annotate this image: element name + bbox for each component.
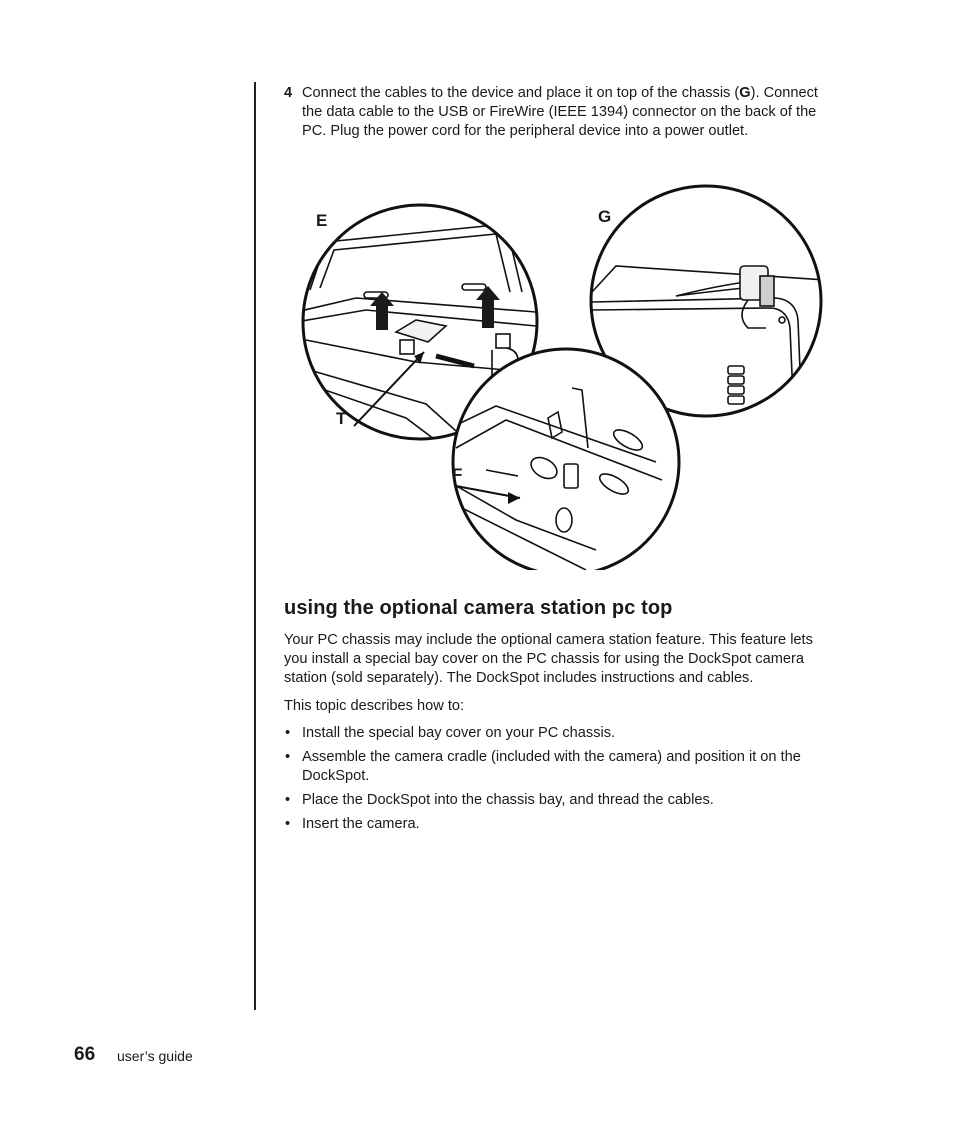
list-item: • Place the DockSpot into the chassis bay, and thread the cables.: [285, 792, 714, 808]
step-bold-ref: G: [739, 85, 751, 101]
installation-illustration: [296, 180, 826, 570]
step-number: 4: [284, 85, 293, 101]
callout-g: G: [598, 207, 612, 226]
task-list: [284, 724, 836, 839]
callout-t: T: [336, 409, 347, 428]
step-4: [284, 84, 824, 142]
callout-e: E: [316, 211, 328, 230]
bullet-glyph: •: [285, 816, 291, 832]
margin-rule: [254, 82, 256, 1010]
list-item: • Insert the camera.: [285, 816, 420, 832]
bullet-glyph: •: [285, 749, 291, 765]
intro-paragraph: Your PC chassis may include the optional camera station feature. This feature lets you install a special bay cover on the PC chassis for using the DockSpot camera station (sold separately). The DockSpot includes instructions and cables.: [284, 632, 813, 686]
illustration-drawing: [296, 180, 826, 570]
bullet-glyph: •: [285, 792, 291, 808]
page-number: 66: [74, 1044, 96, 1065]
list-item: • Install the special bay cover on your PC chassis.: [285, 725, 616, 741]
callout-f: F: [452, 465, 463, 484]
footer-label: user’s guide: [117, 1048, 193, 1064]
step-text: Connect the cables to the device and place it on top of the chassis (G). Connect the data cable to the USB or FireWire (IEEE 1394) connector on the back of the PC. Plug the power cord for the peripheral device into a power outlet.: [302, 85, 818, 140]
section-heading: using the optional camera station pc top: [284, 597, 673, 619]
lead-paragraph: This topic describes how to:: [284, 698, 465, 714]
bullet-glyph: •: [285, 725, 291, 741]
list-item: • Assemble the camera cradle (included with the camera) and position it on the DockSpot.: [285, 749, 801, 784]
